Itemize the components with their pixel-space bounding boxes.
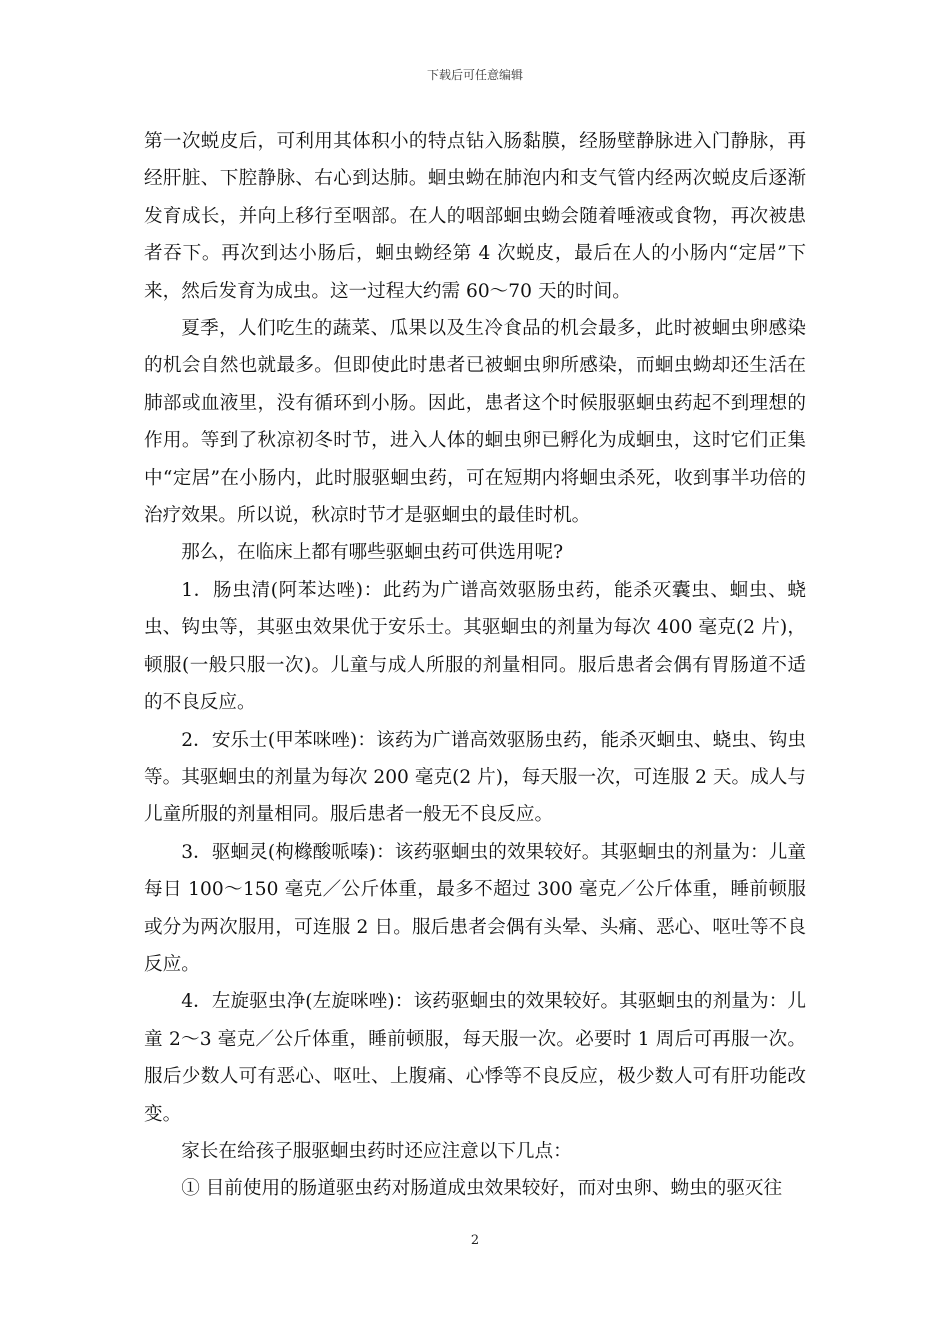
paragraph-drug-4: 4．左旋驱虫净(左旋咪唑)：该药驱蛔虫的效果较好。其驱蛔虫的剂量为：儿童 2～3 毫克／公斤体重，睡前顿服，每天服一次。必要时 1 周后可再服一次。服后少数人可有恶心、呕吐、上腹痛、心悸等不良反应，极少数人可有肝功能改变。 <box>144 991 806 1125</box>
paragraph-note-1: ① 目前使用的肠道驱虫药对肠道成虫效果较好，而对虫卵、蚴虫的驱灭往 <box>181 1178 783 1200</box>
paragraph-summer-infection: 夏季，人们吃生的蔬菜、瓜果以及生冷食品的机会最多，此时被蛔虫卵感染的机会自然也就最多。但即使此时患者已被蛔虫卵所感染，而蛔虫蚴却还生活在肺部或血液里，没有循环到小肠。因此，患者这个时候服驱蛔虫药起不到理想的作用。等到了秋凉初冬时节，进入人体的蛔虫卵已孵化为成蛔虫，这时它们正集中“定居”在小肠内，此时服驱蛔虫药，可在短期内将蛔虫杀死，收到事半功倍的治疗效果。所以说，秋凉时节才是驱蛔虫的最佳时机。 <box>144 318 806 527</box>
paragraph-drug-question: 那么，在临床上都有哪些驱蛔虫药可供选用呢? <box>181 542 564 564</box>
page-number: 2 <box>470 1233 480 1248</box>
paragraph-lifecycle-continued: 第一次蜕皮后，可利用其体积小的特点钻入肠黏膜，经肠壁静脉进入门静脉，再经肝脏、下腔静脉、右心到达肺。蛔虫蚴在肺泡内和支气管内经两次蜕皮后逐渐发育成长，并向上移行至咽部。在人的咽部蛔虫蚴会随着唾液或食物，再次被患者吞下。再次到达小肠后，蛔虫蚴经第 4 次蜕皮，最后在人的小肠内“定居”下来，然后发育为成虫。这一过程大约需 60～70 天的时间。 <box>144 131 806 302</box>
paragraph-drug-3: 3．驱蛔灵(枸橼酸哌嗪)：该药驱蛔虫的效果较好。其驱蛔虫的剂量为：儿童每日 100～150 毫克／公斤体重，最多不超过 300 毫克／公斤体重，睡前顿服或分为两次服用，可连服 2 日。服后患者会偶有头晕、头痛、恶心、呕吐等不良反应。 <box>144 841 806 975</box>
page-header: 下载后可任意编辑 <box>426 68 523 82</box>
paragraph-parent-notes: 家长在给孩子服驱蛔虫药时还应注意以下几点： <box>181 1140 572 1162</box>
paragraph-drug-1: 1．肠虫清(阿苯达唑)：此药为广谱高效驱肠虫药，能杀灭囊虫、蛔虫、蛲虫、钩虫等，其驱虫效果优于安乐士。其驱蛔虫的剂量为每次 400 毫克(2 片)，顿服(一般只服一次)。儿童与成人所服的剂量相同。服后患者会偶有胃肠道不适的不良反应。 <box>144 579 806 714</box>
document-body <box>144 123 806 1208</box>
paragraph-drug-2: 2．安乐士(甲苯咪唑)：该药为广谱高效驱肠虫药，能杀灭蛔虫、蛲虫、钩虫等。其驱蛔虫的剂量为每次 200 毫克(2 片)，每天服一次，可连服 2 天。成人与儿童所服的剂量相同。服后患者一般无不良反应。 <box>144 729 806 826</box>
